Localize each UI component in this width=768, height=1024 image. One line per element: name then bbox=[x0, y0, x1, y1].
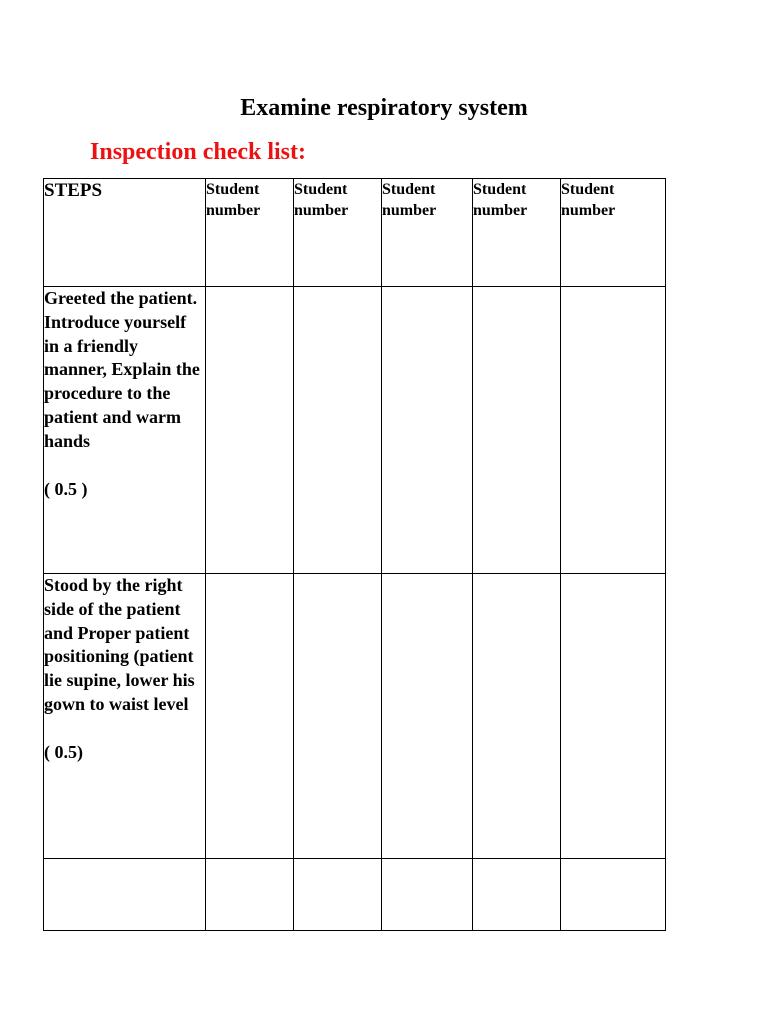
section-heading: Inspection check list: bbox=[90, 139, 306, 165]
student-mark-cell[interactable] bbox=[294, 287, 382, 574]
student-mark-cell[interactable] bbox=[473, 287, 561, 574]
student-mark-cell[interactable] bbox=[206, 287, 294, 574]
student-mark-cell[interactable] bbox=[473, 859, 561, 931]
student-mark-cell[interactable] bbox=[561, 574, 666, 859]
student-mark-cell[interactable] bbox=[382, 287, 473, 574]
student-mark-cell[interactable] bbox=[561, 287, 666, 574]
table-row bbox=[44, 859, 666, 931]
student-mark-cell[interactable] bbox=[382, 574, 473, 859]
student-number-header: Student number bbox=[294, 179, 382, 287]
table-header-row bbox=[44, 179, 666, 287]
table-row bbox=[44, 574, 666, 859]
student-mark-cell[interactable] bbox=[206, 574, 294, 859]
step-description-cell bbox=[44, 574, 206, 859]
steps-column-header: STEPS bbox=[44, 179, 206, 287]
step-score: ( 0.5 ) bbox=[44, 478, 88, 499]
step-description-cell bbox=[44, 859, 206, 931]
student-mark-cell[interactable] bbox=[382, 859, 473, 931]
step-text: Stood by the right side of the patient and Proper patient positioning (patient lie supine, lower his gown to waist level bbox=[44, 575, 195, 714]
student-mark-cell[interactable] bbox=[206, 859, 294, 931]
student-number-header: Student number bbox=[382, 179, 473, 287]
student-number-header: Student number bbox=[473, 179, 561, 287]
student-mark-cell[interactable] bbox=[294, 574, 382, 859]
student-number-header: Student number bbox=[561, 179, 666, 287]
step-description-cell bbox=[44, 287, 206, 574]
student-mark-cell[interactable] bbox=[294, 859, 382, 931]
student-mark-cell[interactable] bbox=[561, 859, 666, 931]
step-score: ( 0.5) bbox=[44, 741, 83, 762]
document-title: Examine respiratory system bbox=[240, 95, 528, 121]
step-text: Greeted the patient. Introduce yourself in a friendly manner, Explain the procedure to the patient and warm hands bbox=[44, 288, 200, 451]
student-number-header: Student number bbox=[206, 179, 294, 287]
student-mark-cell[interactable] bbox=[473, 574, 561, 859]
inspection-checklist-table bbox=[43, 178, 666, 931]
table-row bbox=[44, 287, 666, 574]
